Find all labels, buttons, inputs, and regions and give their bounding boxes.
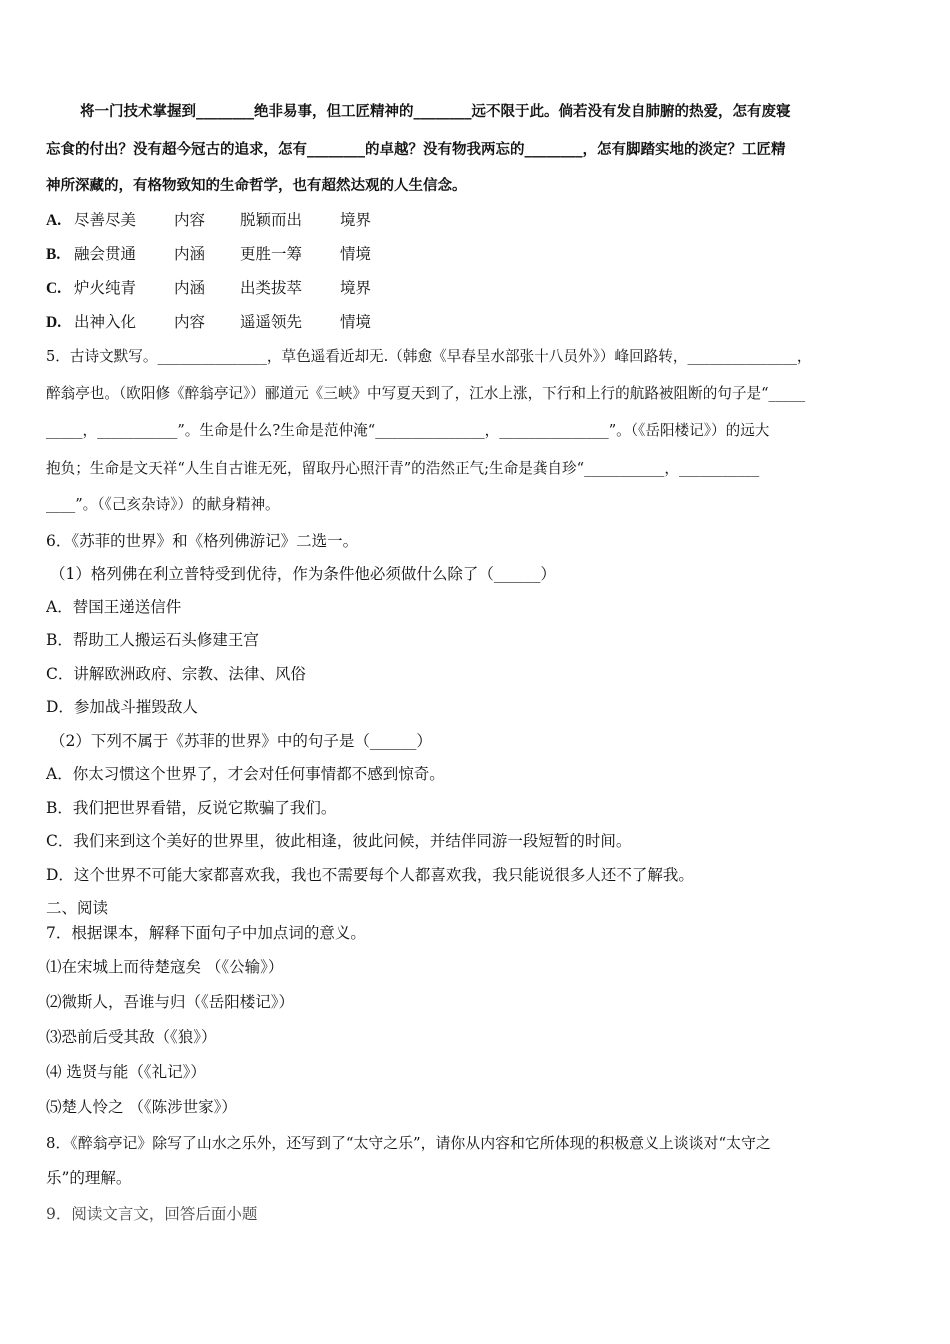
q4-option-c[interactable] [46, 278, 440, 299]
option-word: 境界 [340, 279, 372, 297]
q4-line-3: 神所深藏的，有格物致知的生命哲学，也有超然达观的人生信念。 [46, 177, 467, 194]
option-label: D. [46, 314, 62, 331]
q6-sub1: （1）格列佛在利立普特受到优待，作为条件他必须做什么除了（______） [50, 565, 556, 583]
q7-item-4: ⑷ 选贤与能（《礼记》） [46, 1063, 206, 1081]
q6-sub2-option-b[interactable]: B．我们把世界看错，反说它欺骗了我们。 [46, 799, 337, 817]
q7-title: 7．根据课本，解释下面句子中加点词的意义。 [46, 924, 366, 942]
q6-sub1-option-b[interactable]: B．帮助工人搬运石头修建王宫 [46, 631, 259, 649]
section-heading: 二、阅读 [46, 899, 109, 917]
option-word: 内容 [174, 211, 206, 229]
q6-sub2-option-c[interactable]: C．我们来到这个美好的世界里，彼此相逢，彼此问候，并结伴同游一段短暂的时间。 [46, 832, 632, 850]
q6-sub1-option-a[interactable]: A．替国王递送信件 [46, 598, 182, 616]
option-word: 内容 [174, 313, 206, 331]
option-word: 炉火纯青 [74, 279, 137, 297]
option-word: 出神入化 [74, 313, 137, 331]
option-label: C. [46, 280, 62, 297]
option-label: B. [46, 246, 61, 263]
q4-line-2: 忘食的付出？没有超今冠古的追求，怎有________的卓越？没有物我两忘的________，怎有脚踏实地的淡定？工匠精 [46, 141, 786, 158]
q4-option-b[interactable] [46, 244, 440, 265]
option-word: 境界 [340, 211, 372, 229]
option-word: 更胜一筹 [240, 245, 303, 263]
option-word: 脱颖而出 [240, 211, 303, 229]
q4-option-a[interactable] [46, 210, 440, 231]
q6-title: 6．《苏菲的世界》和《格列佛游记》二选一。 [46, 532, 359, 550]
q6-sub2: （2）下列不属于《苏菲的世界》中的句子是（______） [50, 732, 432, 750]
q7-item-2: ⑵微斯人，吾谁与归（《岳阳楼记》） [46, 993, 295, 1011]
option-word: 尽善尽美 [74, 211, 137, 229]
q9-title: 9．阅读文言文，回答后面小题 [46, 1205, 258, 1223]
option-word: 内涵 [174, 279, 206, 297]
option-word: 内涵 [174, 245, 206, 263]
q7-item-1: ⑴在宋城上而待楚寇矣 （《公输》） [46, 958, 284, 976]
option-word: 融会贯通 [74, 245, 137, 263]
q6-sub1-option-c[interactable]: C．讲解欧洲政府、宗教、法律、风俗 [46, 665, 306, 683]
option-word: 遥遥领先 [240, 313, 303, 331]
q6-sub2-option-d[interactable]: D．这个世界不可能大家都喜欢我，我也不需要每个人都喜欢我，我只能说很多人还不了解我。 [46, 866, 694, 884]
q4-option-d[interactable] [46, 312, 440, 333]
q7-item-5: ⑸楚人怜之 （《陈涉世家》） [46, 1098, 237, 1116]
q5-line-3: _____，___________”。生命是什么?生命是范仲淹“_______________，_______________”。（《岳阳楼记》）的远大 [46, 422, 770, 439]
q6-sub2-option-a[interactable]: A．你太习惯这个世界了，才会对任何事情都不感到惊奇。 [46, 765, 445, 783]
option-word: 情境 [340, 245, 372, 263]
q5-line-1: 5．古诗文默写。_______________，草色遥看近却无.（韩愈《早春呈水部张十八员外》）峰回路转，_______________， [46, 348, 812, 365]
q8-line-1: 8．《醉翁亭记》除写了山水之乐外，还写到了“太守之乐”，请你从内容和它所体现的积极意义上谈谈对“太守之 [46, 1134, 771, 1152]
option-word: 出类拔萃 [240, 279, 303, 297]
option-word: 情境 [340, 313, 372, 331]
option-label: A. [46, 212, 62, 229]
q7-item-3: ⑶恐前后受其敌（《狼》） [46, 1028, 217, 1046]
q6-sub1-option-d[interactable]: D．参加战斗摧毁敌人 [46, 698, 198, 716]
q4-line-1: 将一门技术掌握到________绝非易事，但工匠精神的________远不限于此。倘若没有发自肺腑的热爱，怎有废寝 [80, 103, 791, 120]
q8-line-2: 乐”的理解。 [46, 1169, 132, 1187]
q5-line-4: 抱负；生命是文天祥“人生自古谁无死，留取丹心照汗青”的浩然正气;生命是龚自珍“___________，___________ [46, 460, 760, 477]
q5-line-5: ____”。（《己亥杂诗》）的献身精神。 [46, 496, 280, 513]
q5-line-2: 醉翁亭也。（欧阳修《醉翁亭记》）郦道元《三峡》中写夏天到了，江水上涨，下行和上行的航路被阻断的句子是“_____ [46, 385, 806, 402]
